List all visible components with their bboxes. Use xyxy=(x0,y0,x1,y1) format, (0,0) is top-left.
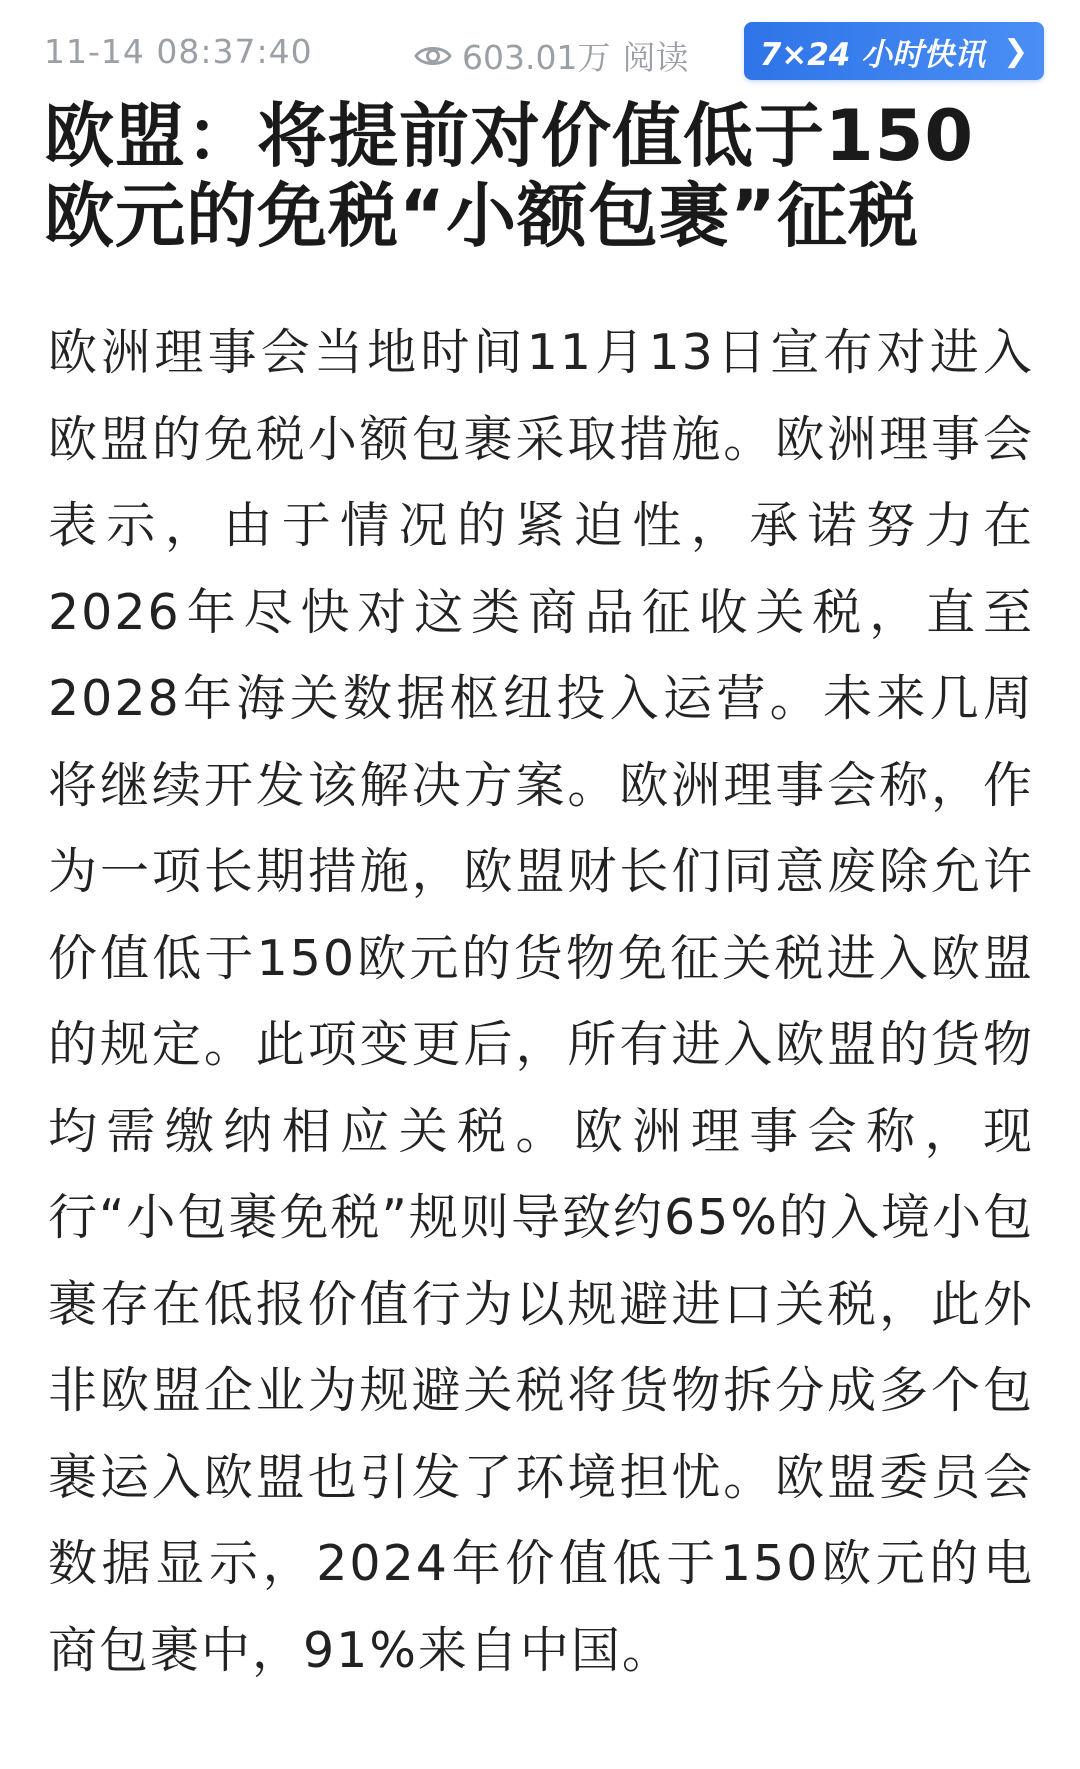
article-body: 欧洲理事会当地时间11月13日宣布对进入欧盟的免税小额包裹采取措施。欧洲理事会表示，由于情况的紧迫性，承诺努力在2026年尽快对这类商品征收关税，直至2028年海关数据枢纽投入运营。未来几周将继续开发该解决方案。欧洲理事会称，作为一项长期措施，欧盟财长们同意废除允许价值低于150欧元的货物免征关税进入欧盟的规定。此项变更后，所有进入欧盟的货物均需缴纳相应关税。欧洲理事会称，现行“小包裹免税”规则导致约65%的入境小包裹存在低报价值行为以规避进口关税，此外非欧盟企业为规避关税将货物拆分成多个包裹运入欧盟也引发了环境担忧。欧盟委员会数据显示，2024年价值低于150欧元的电商包裹中，91%来自中国。 xyxy=(48,324,1034,1679)
article-meta-row xyxy=(44,16,1036,88)
publish-timestamp: 11-14 08:37:40 xyxy=(44,32,313,71)
read-count-value: 603.01万 xyxy=(462,38,611,77)
read-count-label: 阅读 xyxy=(622,38,689,77)
chevron-right-icon: ❯ xyxy=(1003,33,1029,69)
article-title: 欧盟：将提前对价值低于150欧元的免税“小额包裹”征税 xyxy=(44,95,975,257)
read-count xyxy=(414,32,688,79)
news-24h-badge[interactable] xyxy=(744,22,1044,80)
news-badge-label: 7×24 小时快讯 xyxy=(759,36,986,73)
eye-icon xyxy=(414,43,452,69)
